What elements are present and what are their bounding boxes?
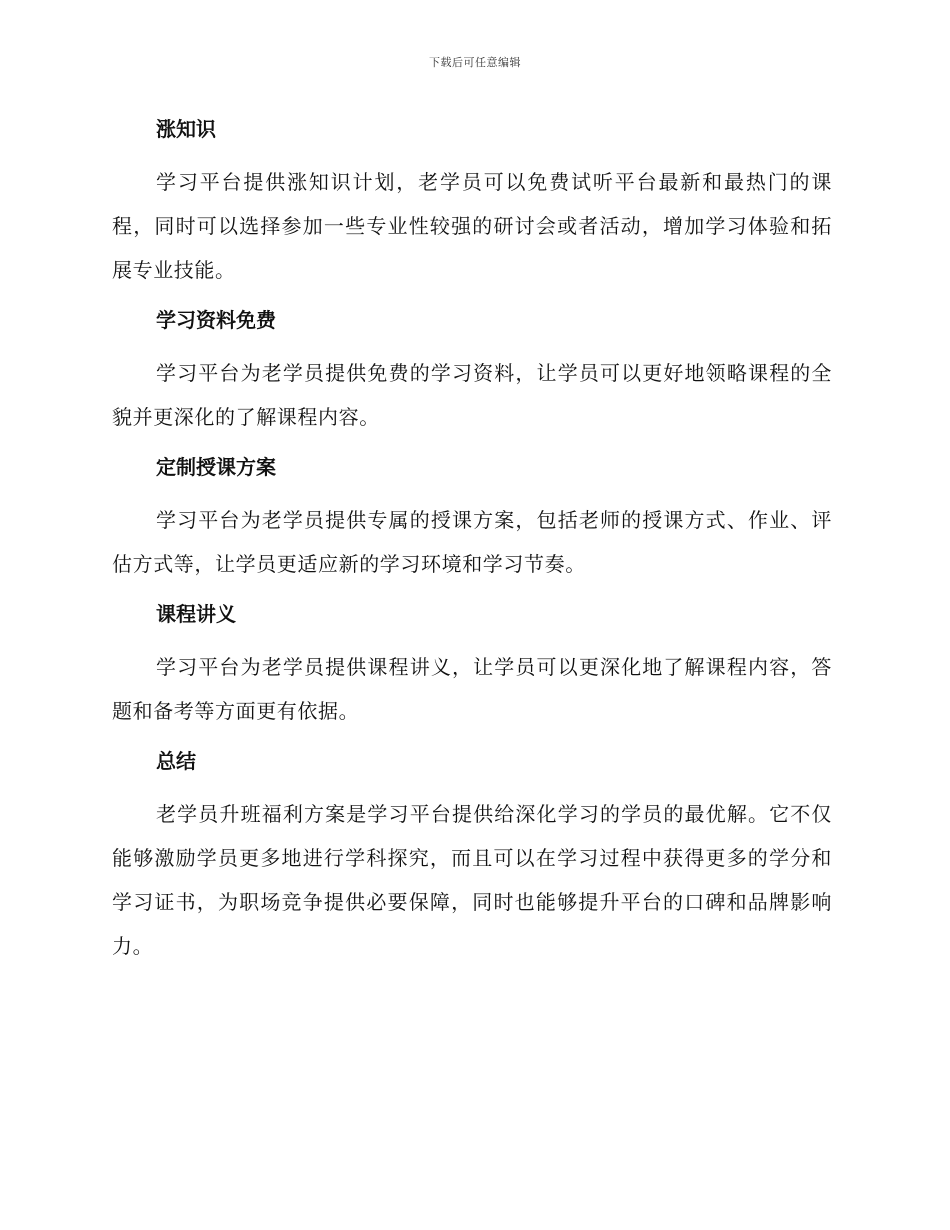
page-header: 下载后可任意编辑 [429,56,521,69]
section-title: 学习资料免费 [156,308,276,332]
section-knowledge [112,114,832,292]
section-title: 涨知识 [156,117,216,141]
section-paragraph: 学习平台为老学员提供课程讲义，让学员可以更深化地了解课程内容，答题和备考等方面更有依据。 [112,655,832,723]
section-paragraph: 学习平台为老学员提供免费的学习资料，让学员可以更好地领略课程的全貌并更深化的了解课程内容。 [112,361,832,429]
section-paragraph: 学习平台为老学员提供专属的授课方案，包括老师的授课方式、作业、评估方式等，让学员更适应新的学习环境和学习节奏。 [112,508,832,576]
document-body [112,114,832,968]
section-title: 课程讲义 [156,602,236,626]
section-paragraph: 学习平台提供涨知识计划，老学员可以免费试听平台最新和最热门的课程，同时可以选择参加一些专业性较强的研讨会或者活动，增加学习体验和拓展专业技能。 [112,170,832,282]
section-title: 定制授课方案 [156,455,276,479]
section-free-materials [112,305,832,439]
section-summary [112,746,832,968]
section-paragraph: 老学员升班福利方案是学习平台提供给深化学习的学员的最优解。它不仅能够激励学员更多地进行学科探究，而且可以在学习过程中获得更多的学分和学习证书，为职场竞争提供必要保障，同时也能够提升平台的口碑和品牌影响力。 [112,802,832,958]
section-title: 总结 [156,749,196,773]
section-handouts [112,599,832,733]
section-custom-plan [112,452,832,586]
